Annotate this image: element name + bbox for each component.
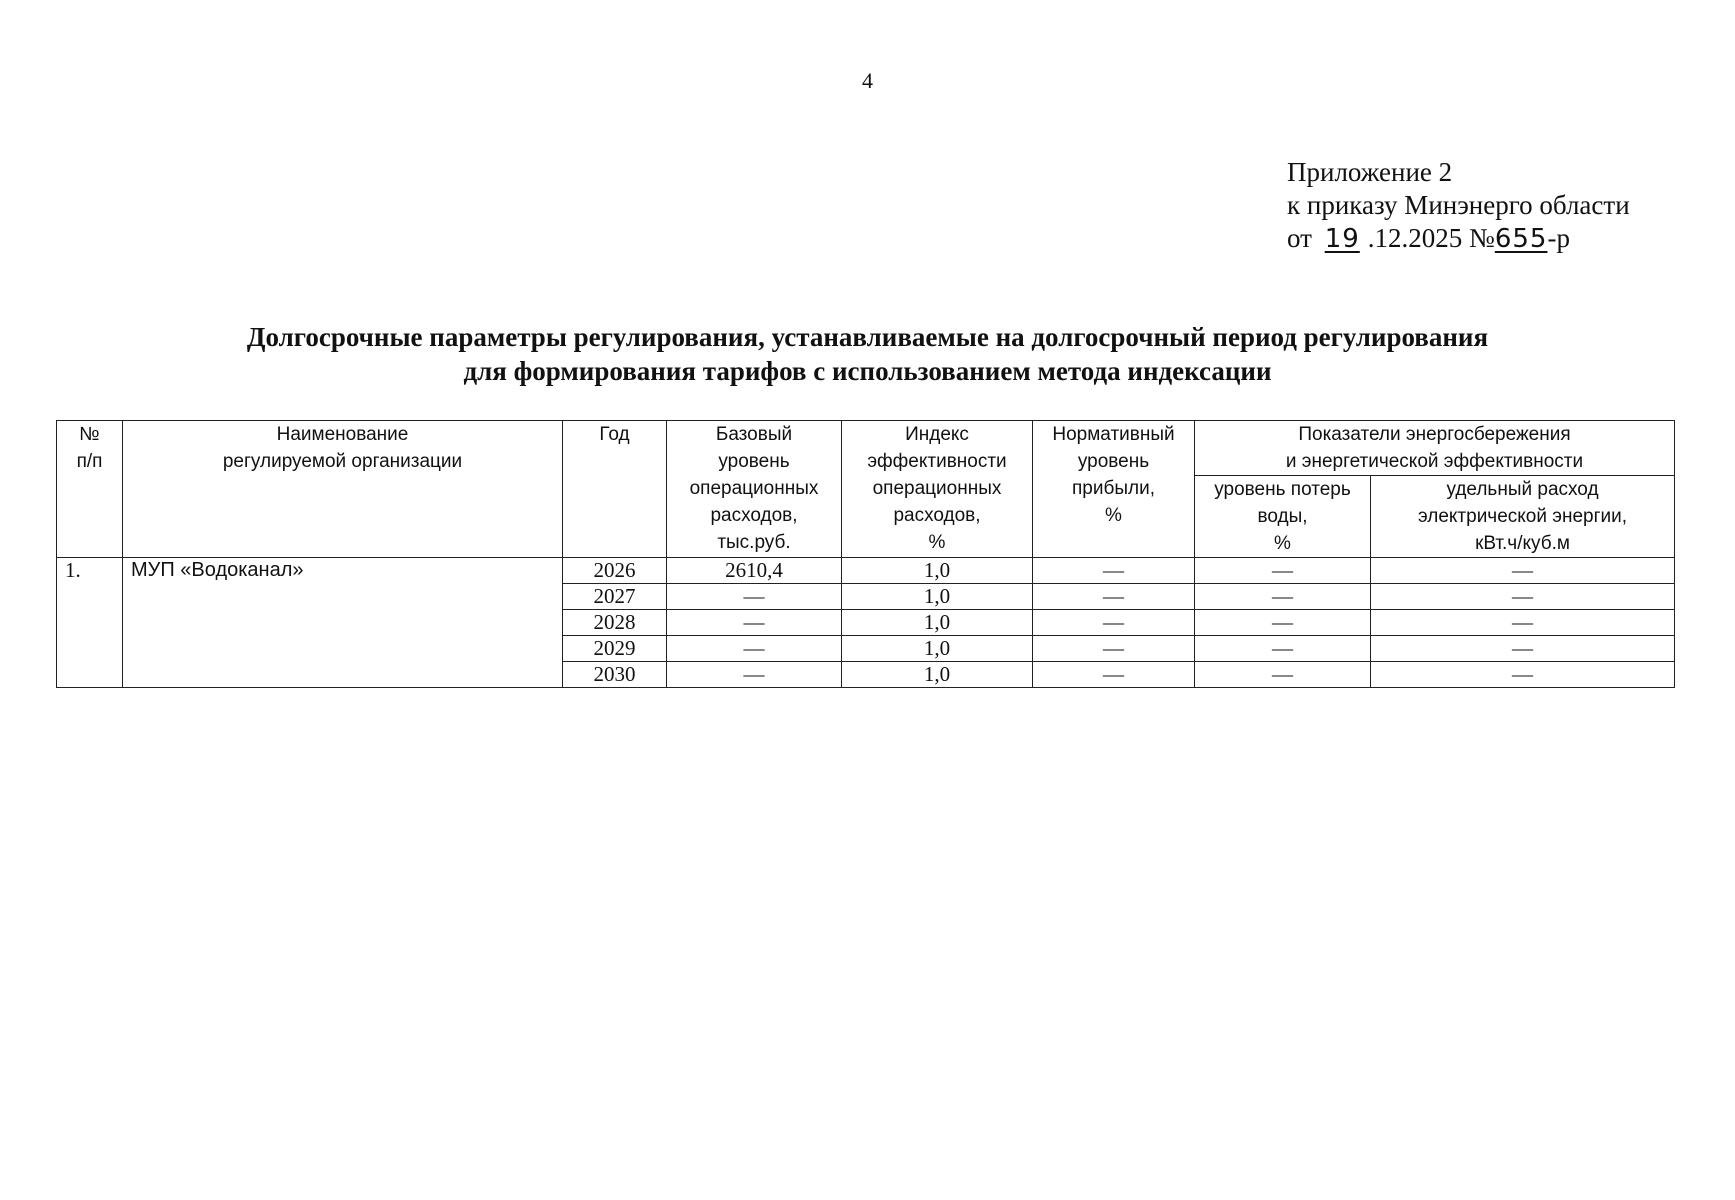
cell-electricity: — (1371, 636, 1675, 662)
header-line: удельный расход (1446, 479, 1599, 500)
cell-profit-level: — (1033, 662, 1195, 688)
header-electricity-consumption (1371, 476, 1675, 558)
header-line: расходов, (893, 505, 981, 526)
header-line: уровень потерь (1214, 479, 1351, 500)
header-line: № (79, 424, 100, 445)
row-number: 1. (57, 558, 123, 688)
header-line: Наименование (276, 424, 409, 445)
header-line: операционных (872, 478, 1002, 499)
header-line: п/п (76, 451, 103, 472)
document-title-line1: Долгосрочные параметры регулирования, устанавливаемые на долгосрочный период регулирования (246, 322, 1489, 352)
regulation-parameters-table (56, 420, 1675, 688)
appendix-title: Приложение 2 (1287, 157, 1453, 187)
document-title (0, 320, 1735, 388)
header-line: % (1274, 533, 1291, 554)
header-line: операционных (689, 478, 819, 499)
header-line: электрической энергии, (1417, 506, 1628, 527)
header-line: воды, (1257, 506, 1308, 527)
cell-efficiency-index: 1,0 (842, 610, 1033, 636)
cell-efficiency-index: 1,0 (842, 662, 1033, 688)
cell-electricity: — (1371, 558, 1675, 584)
date-rest: .12.2025 № (1367, 223, 1495, 253)
appendix-reference: к приказу Минэнерго области (1287, 190, 1630, 220)
cell-water-loss: — (1195, 662, 1371, 688)
cell-year: 2026 (563, 558, 667, 584)
cell-water-loss: — (1195, 584, 1371, 610)
cell-profit-level: — (1033, 610, 1195, 636)
header-number (57, 421, 123, 558)
handwritten-day: 19 (1324, 224, 1360, 254)
appendix-block (1287, 156, 1630, 256)
organization-name: МУП «Водоканал» (123, 558, 563, 688)
cell-base-level: — (667, 610, 842, 636)
cell-base-level: 2610,4 (667, 558, 842, 584)
cell-profit-level: — (1033, 584, 1195, 610)
header-line: % (1105, 505, 1122, 526)
cell-year: 2028 (563, 610, 667, 636)
header-water-loss (1195, 476, 1371, 558)
handwritten-order-number: 655 (1494, 224, 1548, 254)
header-line: Год (599, 424, 630, 445)
cell-electricity: — (1371, 662, 1675, 688)
cell-efficiency-index: 1,0 (842, 558, 1033, 584)
cell-year: 2027 (563, 584, 667, 610)
header-efficiency-index (842, 421, 1033, 558)
header-line: и энергетической эффективности (1285, 451, 1584, 472)
header-line: Показатели энергосбережения (1298, 424, 1571, 445)
header-line: эффективности (867, 451, 1007, 472)
date-prefix: от (1287, 223, 1312, 253)
header-line: Нормативный (1052, 424, 1175, 445)
header-line: кВт.ч/куб.м (1475, 533, 1570, 554)
header-line: Базовый (715, 424, 793, 445)
cell-base-level: — (667, 584, 842, 610)
cell-water-loss: — (1195, 558, 1371, 584)
header-year (563, 421, 667, 558)
header-line: регулируемой организации (222, 451, 463, 472)
header-line: уровень (1077, 451, 1150, 472)
document-title-line2: для формирования тарифов с использованием метода индексации (463, 356, 1272, 386)
order-suffix: -р (1547, 223, 1570, 253)
header-line: уровень (718, 451, 790, 472)
header-profit-level (1033, 421, 1195, 558)
cell-profit-level: — (1033, 636, 1195, 662)
cell-year: 2030 (563, 662, 667, 688)
page-number: 4 (862, 68, 873, 93)
header-line: % (928, 532, 946, 553)
header-energy-indicators (1195, 421, 1675, 476)
header-line: прибыли, (1072, 478, 1155, 499)
cell-profit-level: — (1033, 558, 1195, 584)
table-row (57, 558, 1675, 584)
header-line: расходов, (710, 505, 798, 526)
header-line: Индекс (905, 424, 969, 445)
cell-base-level: — (667, 662, 842, 688)
cell-electricity: — (1371, 584, 1675, 610)
header-organization (123, 421, 563, 558)
appendix-date-line (1287, 222, 1630, 256)
cell-water-loss: — (1195, 610, 1371, 636)
cell-efficiency-index: 1,0 (842, 636, 1033, 662)
header-base-level (667, 421, 842, 558)
cell-efficiency-index: 1,0 (842, 584, 1033, 610)
cell-year: 2029 (563, 636, 667, 662)
cell-electricity: — (1371, 610, 1675, 636)
cell-water-loss: — (1195, 636, 1371, 662)
cell-base-level: — (667, 636, 842, 662)
header-line: тыс.руб. (717, 532, 791, 553)
